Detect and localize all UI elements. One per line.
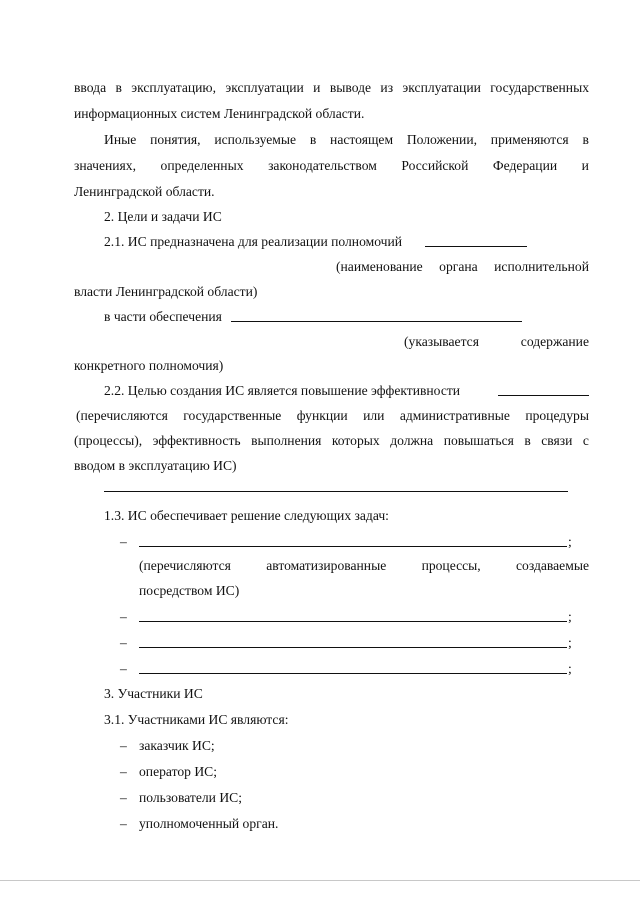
paragraph-2-1-hint-2-cont: конкретного полномочия): [74, 358, 224, 373]
word: (наименование: [336, 259, 423, 274]
list-item: уполномоченный орган.: [139, 816, 279, 831]
word: Российской: [401, 158, 469, 173]
paragraph-2-2-line-1: 2.2. Целью создания ИС является повышение эффективности: [104, 383, 461, 398]
semicolon: ;: [568, 635, 572, 650]
paragraph-2-1-hint-1-cont: власти Ленинградской области): [74, 284, 258, 299]
paragraph-2-1-hint-2: [404, 334, 589, 350]
word: органа: [439, 259, 478, 274]
section-3-heading: 3. Участники ИС: [104, 686, 203, 701]
word: (процессы),: [74, 433, 143, 448]
list-dash: –: [120, 764, 127, 779]
word: значениях,: [74, 158, 137, 173]
task-dash: –: [120, 534, 127, 549]
word: которых: [331, 433, 380, 448]
list-item: пользователи ИС;: [139, 790, 242, 805]
paragraph-2-1-hint-1: [336, 259, 589, 275]
task-hint: [139, 558, 589, 574]
paragraph-1-line-1: ввода в эксплуатацию, эксплуатации и выводе из эксплуатации государственных: [74, 80, 589, 95]
list-item: заказчик ИС;: [139, 738, 215, 753]
list-item: оператор ИС;: [139, 764, 217, 779]
word: законодательством: [268, 158, 377, 173]
paragraph-2-2-line-3: [74, 433, 589, 449]
blank-line: [139, 673, 567, 674]
list-dash: –: [120, 816, 127, 831]
semicolon: ;: [568, 534, 572, 549]
word: в: [582, 132, 589, 147]
word: в: [524, 433, 531, 448]
word: выполнения: [251, 433, 322, 448]
task-dash: –: [120, 661, 127, 676]
word: определенных: [160, 158, 244, 173]
word: повышаться: [443, 433, 514, 448]
task-dash: –: [120, 635, 127, 650]
word: или: [363, 408, 385, 423]
blank-line: [498, 395, 589, 396]
paragraph-2-line-1: [104, 132, 589, 148]
blank-line: [425, 246, 527, 247]
section-2-heading: 2. Цели и задачи ИС: [104, 209, 222, 224]
word: настоящем: [330, 132, 394, 147]
word: процедуры: [525, 408, 589, 423]
task-dash: –: [120, 609, 127, 624]
page-bottom-edge: [0, 880, 640, 881]
section-1-3-heading: 1.3. ИС обеспечивает решение следующих задач:: [104, 508, 389, 523]
semicolon: ;: [568, 609, 572, 624]
word: Положении,: [406, 132, 477, 147]
paragraph-3-1: 3.1. Участниками ИС являются:: [104, 712, 289, 727]
word: исполнительной: [494, 259, 589, 274]
blank-line: [139, 647, 567, 648]
word: эффективность: [152, 433, 241, 448]
blank-line: [231, 321, 522, 322]
word: должна: [390, 433, 434, 448]
paragraph-2-1-line-2: в части обеспечения: [104, 309, 222, 324]
list-dash: –: [120, 738, 127, 753]
word: (перечисляются: [139, 558, 231, 573]
word: Федерации: [492, 158, 558, 173]
word: процессы,: [421, 558, 481, 573]
word: связи: [541, 433, 573, 448]
word: (перечисляются: [76, 408, 168, 423]
word: функции: [296, 408, 348, 423]
blank-line: [139, 621, 567, 622]
task-hint-cont: посредством ИС): [139, 583, 240, 598]
semicolon: ;: [568, 661, 572, 676]
word: (указывается: [404, 334, 479, 349]
word: и: [581, 158, 589, 173]
word: с: [582, 433, 589, 448]
word: административные: [399, 408, 510, 423]
paragraph-1-line-2: информационных систем Ленинградской области.: [74, 106, 365, 121]
word: автоматизированные: [266, 558, 387, 573]
word: в: [309, 132, 317, 147]
paragraph-2-2-line-2: [76, 408, 589, 424]
paragraph-2-2-line-4: вводом в эксплуатацию ИС): [74, 458, 237, 473]
paragraph-2-line-2: [74, 158, 589, 174]
word: понятия,: [150, 132, 201, 147]
word: Иные: [104, 132, 137, 147]
blank-line: [104, 491, 568, 492]
word: используемые: [214, 132, 297, 147]
paragraph-2-line-3: Ленинградской области.: [74, 184, 215, 199]
word: применяются: [490, 132, 569, 147]
blank-line: [139, 546, 567, 547]
paragraph-2-1-line-1: 2.1. ИС предназначена для реализации полномочий: [104, 234, 403, 249]
word: создаваемые: [516, 558, 589, 573]
list-dash: –: [120, 790, 127, 805]
word: государственные: [183, 408, 282, 423]
word: содержание: [520, 334, 589, 349]
